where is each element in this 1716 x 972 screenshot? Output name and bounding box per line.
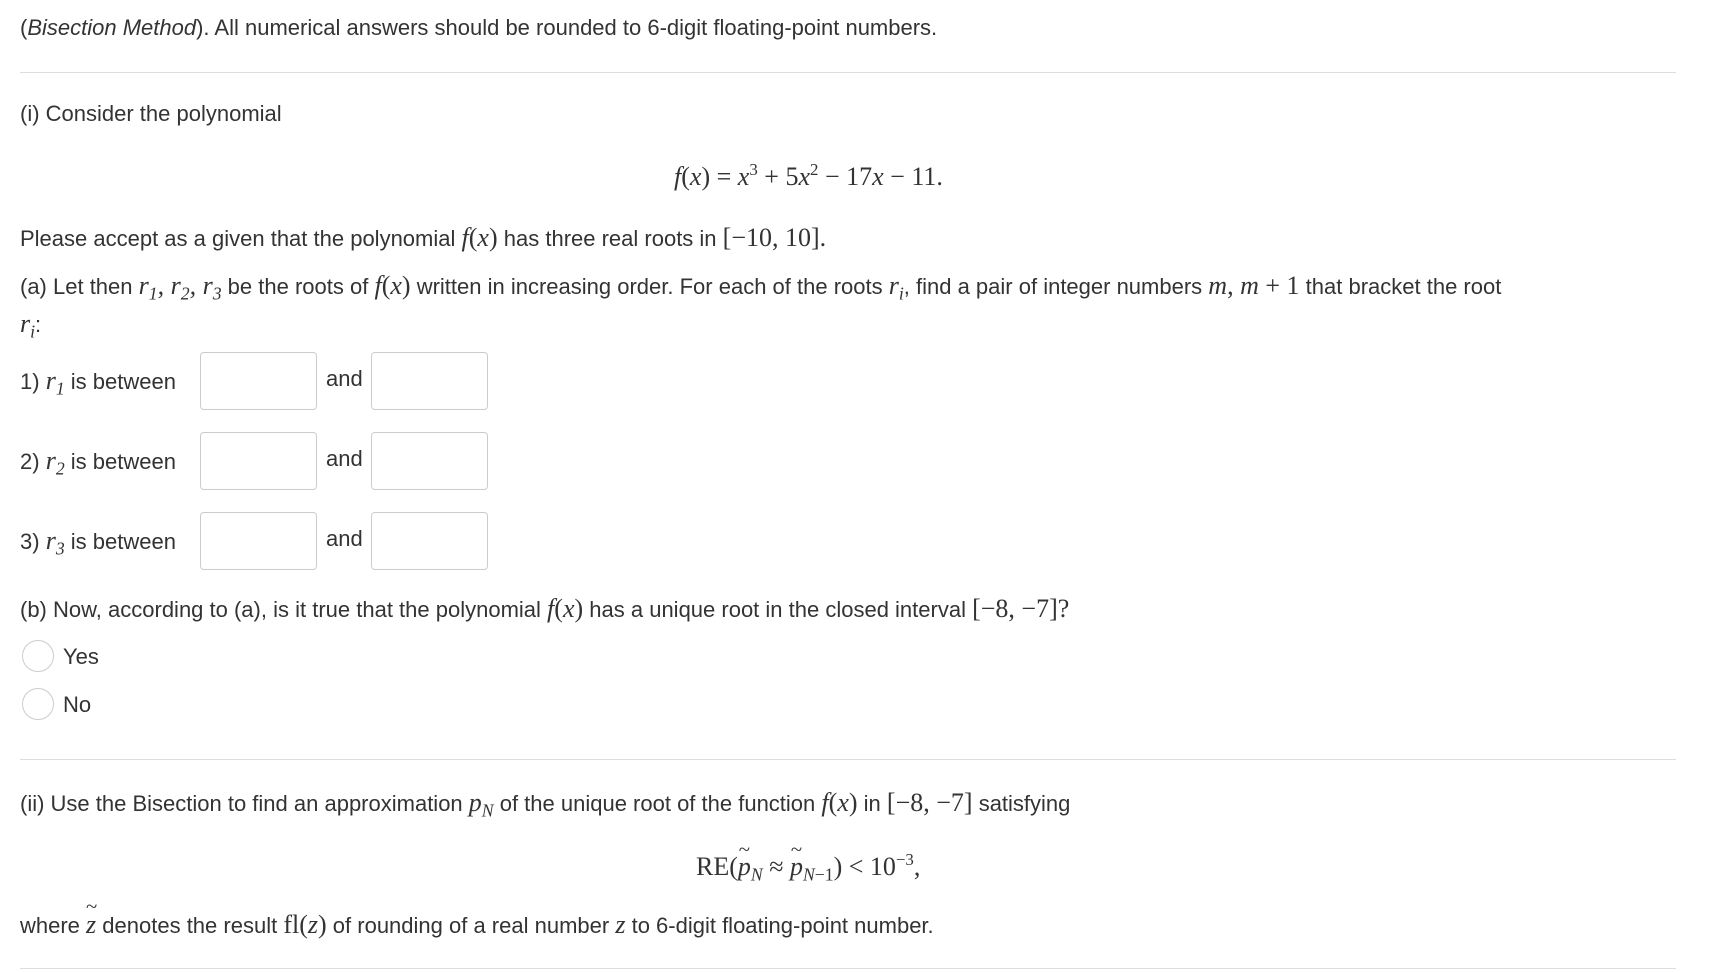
no-radio[interactable]	[22, 688, 54, 720]
part-i-intro: (i) Consider the polynomial	[20, 101, 282, 126]
part-a-text-3: written in increasing order. For each of the roots	[416, 274, 883, 299]
stopping-criterion: RE(~ $p_N$ ≈ ~ $p_{N-1}) < 10^{-3}$,	[696, 852, 920, 884]
part-a-root-label: $r_i$:	[20, 309, 42, 342]
part-ii-statement: (ii) Use the Bisection to find an approximation $p_N$ of the unique root of the function f(x) in [−8, −7] satisfying	[20, 788, 1071, 821]
part-ii-text-4: satisfying	[978, 791, 1071, 816]
given-interval: [−10, 10].	[722, 223, 827, 252]
instructions-text: ). All numerical answers should be rounded to 6-digit floating-point numbers.	[196, 15, 938, 40]
row-1-label: 1) $r_1$ is between	[20, 366, 176, 399]
r1-upper-input[interactable]	[371, 352, 488, 410]
row-2-and: and	[326, 446, 363, 471]
divider	[20, 968, 1676, 969]
divider	[20, 72, 1676, 73]
r3-lower-input[interactable]	[200, 512, 317, 570]
row-2-label: 2) $r_2$ is between	[20, 446, 176, 479]
part-b-text-2: has a unique root in the closed interval	[589, 597, 966, 622]
row-3-sub: 3	[55, 538, 65, 559]
row-1-and: and	[326, 366, 363, 391]
note-text-4: to 6-digit floating-point number.	[631, 913, 934, 938]
row-2-sub: 2	[55, 458, 65, 479]
divider	[20, 759, 1676, 760]
note-text-2: denotes the result	[102, 913, 278, 938]
instructions: (Bisection Method). All numerical answers should be rounded to 6-digit floating-point numbers.	[20, 15, 938, 40]
r1-lower-input[interactable]	[200, 352, 317, 410]
part-ii-text-2: of the unique root of the function	[499, 791, 816, 816]
r3-upper-input[interactable]	[371, 512, 488, 570]
row-3-text: is between	[70, 529, 176, 554]
part-a-text-1: (a) Let then	[20, 274, 133, 299]
row-2-num: 2)	[20, 449, 40, 474]
part-b-text-1: (b) Now, according to (a), is it true that the polynomial	[20, 597, 541, 622]
part-b-interval: [−8, −7]?	[972, 594, 1070, 623]
r2-lower-input[interactable]	[200, 432, 317, 490]
no-label[interactable]: No	[63, 692, 92, 717]
r2-upper-input[interactable]	[371, 432, 488, 490]
given-statement: Please accept as a given that the polynomial f(x) has three real roots in [−10, 10].	[20, 223, 827, 252]
row-3-and: and	[326, 526, 363, 551]
part-a-text-4: , find a pair of integer numbers	[903, 274, 1203, 299]
row-1-sub: 1	[55, 378, 65, 399]
given-text-2: has three real roots in	[503, 226, 717, 251]
row-2-text: is between	[70, 449, 176, 474]
polynomial-equation: $f(x) = x^3 + 5x^2 - 17x - 11$.	[674, 160, 943, 192]
row-1-num: 1)	[20, 369, 40, 394]
part-b-question: (b) Now, according to (a), is it true that the polynomial f(x) has a unique root in the closed interval [−8, −7]?	[20, 594, 1070, 623]
yes-label[interactable]: Yes	[63, 644, 99, 669]
method-name: Bisection Method	[27, 15, 197, 40]
note-text-3: of rounding of a real number	[332, 913, 610, 938]
part-ii-interval: [−8, −7]	[886, 788, 973, 817]
part-a-statement: (a) Let then $r_1$, $r_2$, $r_3$ be the roots of f(x) written in increasing order. For each of the roots $r_i$, find a pair of integer numbers m, m + 1 that bracket the root	[20, 271, 1502, 304]
part-a-text-5: that bracket the root	[1305, 274, 1502, 299]
row-1-text: is between	[70, 369, 176, 394]
part-a-text-2: be the roots of	[227, 274, 369, 299]
row-3-label: 3) $r_3$ is between	[20, 526, 176, 559]
given-text-1: Please accept as a given that the polynomial	[20, 226, 456, 251]
part-ii-text-3: in	[863, 791, 881, 816]
rounding-note: where ~ z denotes the result fl(z) of rounding of a real number z to 6-digit floating-point number.	[20, 912, 934, 938]
part-ii-text-1: (ii) Use the Bisection to find an approximation	[20, 791, 463, 816]
row-3-num: 3)	[20, 529, 40, 554]
yes-radio[interactable]	[22, 640, 54, 672]
note-text-1: where	[20, 913, 80, 938]
